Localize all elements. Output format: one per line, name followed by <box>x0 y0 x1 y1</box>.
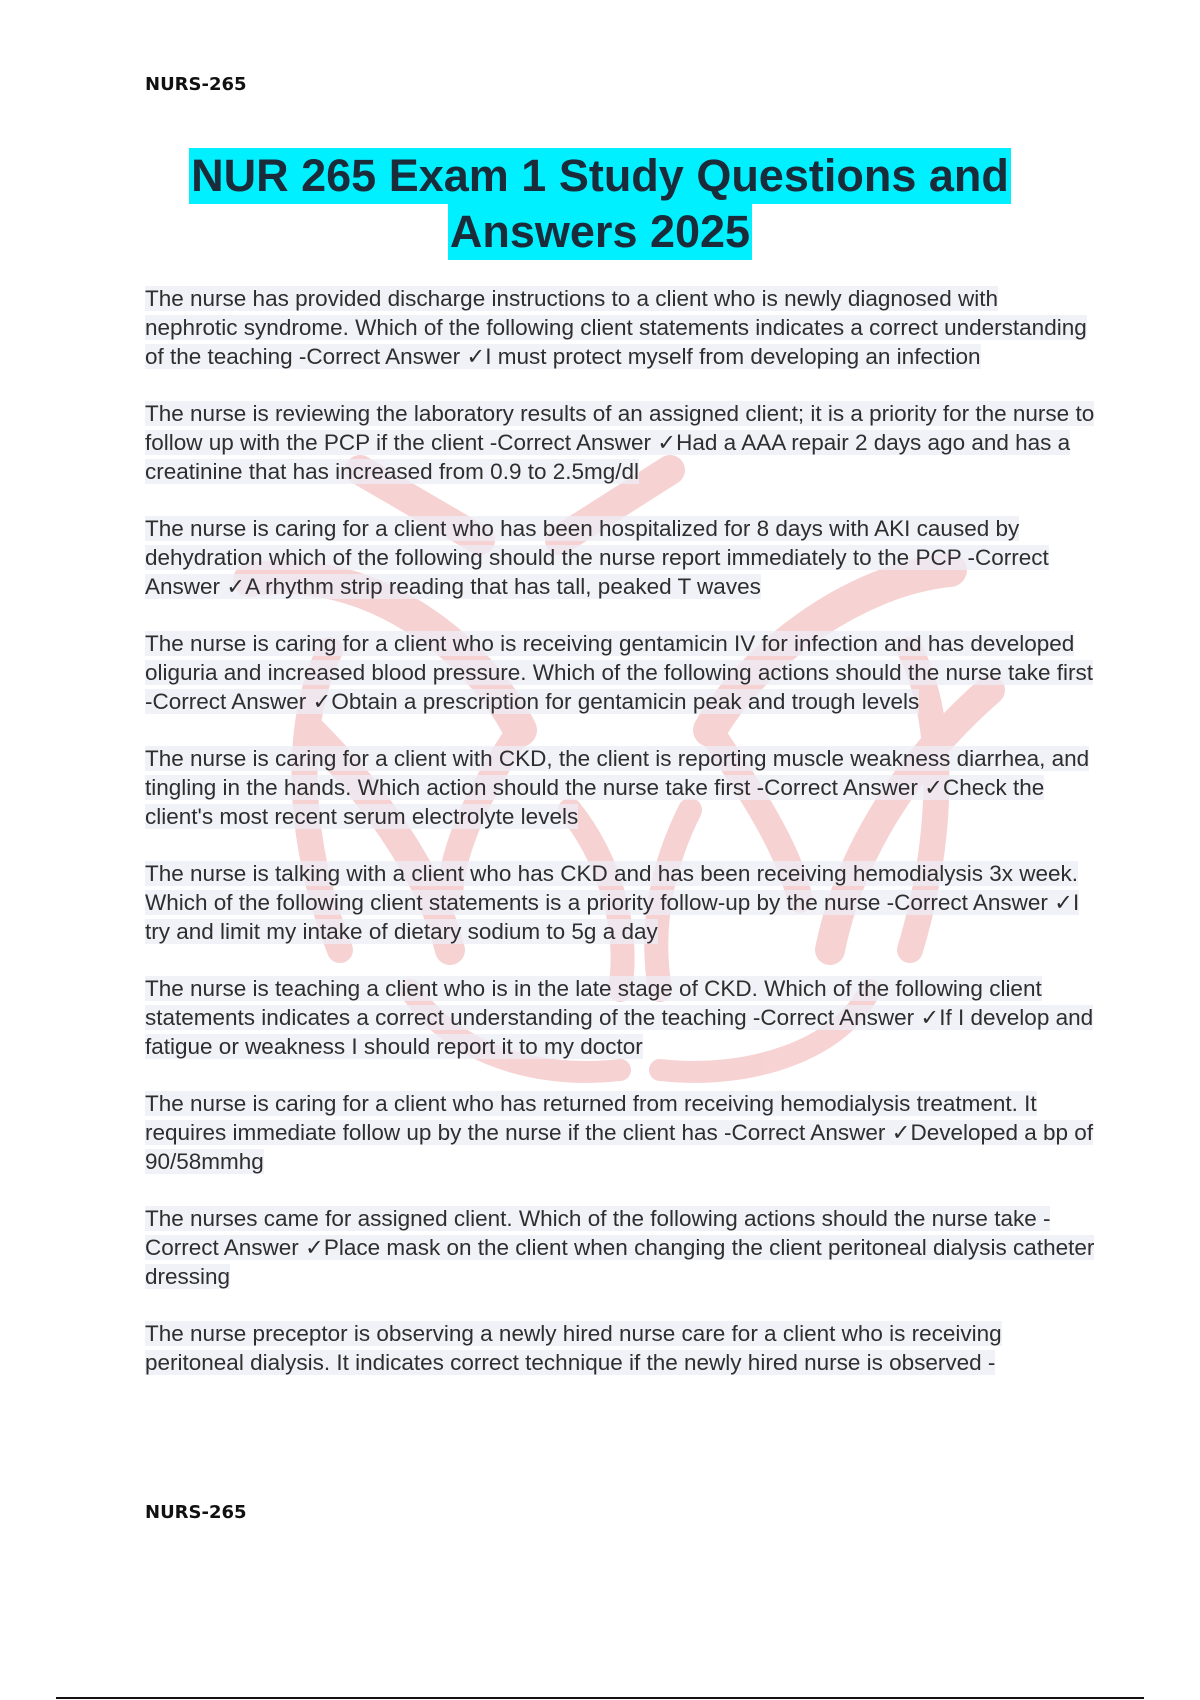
footer-course-label: NURS-265 <box>145 1502 247 1523</box>
qa-item <box>145 629 1095 716</box>
title-line-1: NUR 265 Exam 1 Study Questions and <box>189 148 1011 204</box>
qa-item <box>145 514 1095 601</box>
header-course-label: NURS-265 <box>145 74 247 95</box>
qa-item <box>145 744 1095 831</box>
qa-text: The nurse is teaching a client who is in the late stage of CKD. Which of the following client statements indicates a correct understanding of the teaching -Correct Answer ✓If I develop and fatigue or weakness I should report it to my doctor <box>145 976 1094 1059</box>
qa-item <box>145 1319 1095 1377</box>
qa-text: The nurse is caring for a client who is receiving gentamicin IV for infection and has developed oliguria and increased blood pressure. Which of the following actions should the nurse take first -Correct Answer ✓Obtain a prescription for gentamicin peak and trough levels <box>145 631 1094 714</box>
qa-text: The nurse is caring for a client who has been hospitalized for 8 days with AKI caused by dehydration which of the following should the nurse report immediately to the PCP -Correct Answer ✓A rhythm strip reading that has tall, peaked T waves <box>145 516 1049 599</box>
qa-text: The nurses came for assigned client. Which of the following actions should the nurse take -Correct Answer ✓Place mask on the client when changing the client peritoneal dialysis catheter dressing <box>145 1206 1095 1289</box>
title-line-2: Answers 2025 <box>448 204 752 260</box>
qa-text: The nurse is caring for a client who has returned from receiving hemodialysis treatment. It requires immediate follow up by the nurse if the client has -Correct Answer ✓Developed a bp of 90/58mmhg <box>145 1091 1094 1174</box>
qa-item <box>145 284 1095 371</box>
document-title <box>100 148 1100 260</box>
qa-text: The nurse is caring for a client with CKD, the client is reporting muscle weakness diarrhea, and tingling in the hands. Which action should the nurse take first -Correct Answer ✓Check the client's most recent serum electrolyte levels <box>145 746 1090 829</box>
page-bottom-divider <box>56 1697 1144 1699</box>
qa-item <box>145 1089 1095 1176</box>
qa-text: The nurse has provided discharge instructions to a client who is newly diagnosed with nephrotic syndrome. Which of the following client statements indicates a correct understanding of the teaching -Correct Answer ✓I must protect myself from developing an infection <box>145 286 1087 369</box>
qa-item <box>145 399 1095 486</box>
question-answer-list <box>145 284 1095 1405</box>
qa-item <box>145 859 1095 946</box>
qa-text: The nurse is talking with a client who has CKD and has been receiving hemodialysis 3x week. Which of the following client statements is a priority follow-up by the nurse -Correct Answer ✓I try and limit my intake of dietary sodium to 5g a day <box>145 861 1080 944</box>
qa-item <box>145 974 1095 1061</box>
qa-text: The nurse is reviewing the laboratory results of an assigned client; it is a priority for the nurse to follow up with the PCP if the client -Correct Answer ✓Had a AAA repair 2 days ago and has a creatinine that has increased from 0.9 to 2.5mg/dl <box>145 401 1095 484</box>
qa-text: The nurse preceptor is observing a newly hired nurse care for a client who is receiving peritoneal dialysis. It indicates correct technique if the newly hired nurse is observed - <box>145 1321 1002 1375</box>
qa-item <box>145 1204 1095 1291</box>
